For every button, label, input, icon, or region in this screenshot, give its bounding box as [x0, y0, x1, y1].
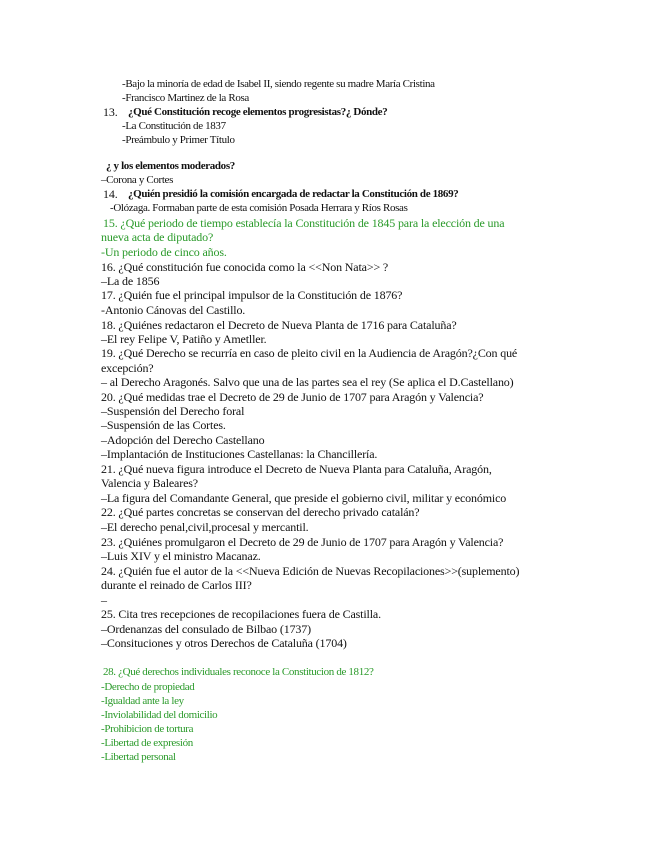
question-18: 18. ¿Quiénes redactaron el Decreto de Nueva Planta de 1716 para Cataluña? — [101, 318, 457, 332]
answer-18: –El rey Felipe V, Patiño y Ametller. — [101, 332, 267, 346]
question-21-line-1: 21. ¿Qué nueva figura introduce el Decreto de Nueva Planta para Cataluña, Aragón, — [101, 462, 492, 476]
question-17: 17. ¿Quién fue el principal impulsor de la Constitución de 1876? — [101, 288, 403, 302]
question-24-line-2: durante el reinado de Carlos III? — [101, 578, 252, 592]
answer-15: -Un periodo de cinco años. — [101, 245, 227, 259]
answer-19: – al Derecho Aragonés. Salvo que una de las partes sea el rey (Se aplica el D.Castellano) — [101, 375, 514, 389]
question-14: ¿Quién presidió la comisión encargada de redactar la Constitución de 1869? — [128, 188, 459, 200]
answer-28-line-4: -Prohibicion de tortura — [101, 723, 194, 735]
answer-13b: –Corona y Cortes — [101, 174, 174, 186]
answer-13-line-2: -Preámbulo y Primer Título — [122, 134, 235, 146]
question-25: 25. Cita tres recepciones de recopilaciones fuera de Castilla. — [101, 607, 381, 621]
answer-22: –El derecho penal,civil,procesal y mercantil. — [101, 520, 309, 534]
question-24-line-1: 24. ¿Quién fue el autor de la <<Nueva Edición de Nuevas Recopilaciones>>(suplemento) — [101, 564, 520, 578]
question-13-number: 13. — [103, 105, 118, 119]
answer-12-line-1: -Bajo la minoría de edad de Isabel II, siendo regente su madre María Cristina — [122, 78, 435, 90]
answer-13-line-1: -La Constitución de 1837 — [122, 120, 226, 132]
question-28: 28. ¿Qué derechos individuales reconoce la Constitucion de 1812? — [103, 666, 374, 678]
question-19-line-1: 19. ¿Qué Derecho se recurría en caso de pleito civil en la Audiencia de Aragón?¿Con qué — [101, 346, 518, 360]
answer-24: – — [101, 593, 107, 607]
question-15-line-1: 15. ¿Qué periodo de tiempo establecía la Constitución de 1845 para la elección de una — [103, 216, 505, 230]
answer-25-line-1: –Ordenanzas del consulado de Bilbao (1737) — [101, 622, 311, 636]
question-20: 20. ¿Qué medidas trae el Decreto de 29 de Junio de 1707 para Aragón y Valencia? — [101, 390, 484, 404]
answer-28-line-6: -Libertad personal — [101, 751, 176, 763]
answer-28-line-1: -Derecho de propiedad — [101, 681, 195, 693]
answer-20-line-1: –Suspensión del Derecho foral — [101, 404, 245, 418]
question-21-line-2: Valencia y Baleares? — [101, 476, 198, 490]
question-14-number: 14. — [103, 187, 118, 201]
question-23: 23. ¿Quiénes promulgaron el Decreto de 29 de Junio de 1707 para Aragón y Valencia? — [101, 535, 504, 549]
answer-23: –Luis XIV y el ministro Macanaz. — [101, 549, 261, 563]
question-13b: ¿ y los elementos moderados? — [106, 160, 235, 172]
answer-16: –La de 1856 — [101, 274, 160, 288]
answer-17: -Antonio Cánovas del Castillo. — [101, 303, 246, 317]
answer-25-line-2: –Consituciones y otros Derechos de Cataluña (1704) — [101, 636, 347, 650]
answer-28-line-3: -Inviolabilidad del domicilio — [101, 709, 218, 721]
answer-20-line-3: –Adopción del Derecho Castellano — [101, 433, 265, 447]
question-22: 22. ¿Qué partes concretas se conservan del derecho privado catalán? — [101, 505, 420, 519]
question-16: 16. ¿Qué constitución fue conocida como la <<Non Nata>> ? — [101, 260, 389, 274]
question-15-line-2: nueva acta de diputado? — [101, 230, 214, 244]
question-19-line-2: excepción? — [101, 361, 154, 375]
answer-28-line-2: -Igualdad ante la ley — [101, 695, 184, 707]
answer-21: –La figura del Comandante General, que preside el gobierno civil, militar y económico — [101, 491, 507, 505]
answer-20-line-4: –Implantación de Instituciones Castellanas: la Chancillería. — [101, 447, 378, 461]
question-13: ¿Qué Constitución recoge elementos progresistas?¿ Dónde? — [128, 106, 388, 118]
answer-28-line-5: -Libertad de expresión — [101, 737, 193, 749]
answer-14: -Olózaga. Formaban parte de esta comisión Posada Herrara y Ríos Rosas — [110, 202, 408, 214]
answer-20-line-2: –Suspensión de las Cortes. — [101, 418, 226, 432]
answer-12-line-2: -Francisco Martinez de la Rosa — [122, 92, 249, 104]
